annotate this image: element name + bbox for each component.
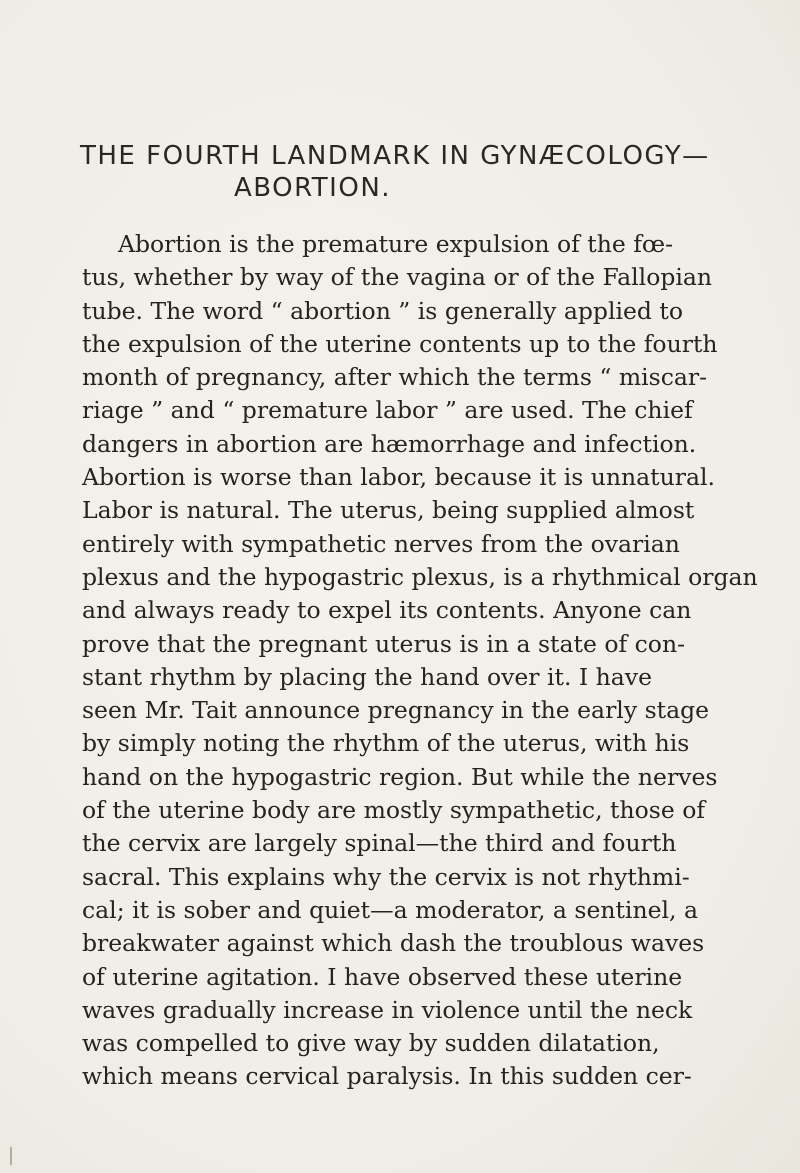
page-edge-mark (10, 1147, 12, 1165)
text-line: stant rhythm by placing the hand over it. I have (82, 662, 652, 691)
text-line: tus, whether by way of the vagina or of the Fallopian (82, 263, 713, 292)
chapter-heading (80, 140, 760, 204)
text-line: entirely with sympathetic nerves from the ovarian (82, 529, 680, 558)
heading-line-2: ABORTION. (234, 173, 392, 203)
text-line: Abortion is the premature expulsion of the fœ- (118, 230, 674, 258)
text-line: riage ” and “ premature labor ” are used. The chief (82, 396, 693, 425)
text-line: sacral. This explains why the cervix is not rhythmi- (82, 862, 690, 891)
text-line: month of pregnancy, after which the terms “ miscar- (82, 363, 708, 392)
text-line: tube. The word “ abortion ” is generally applied to (82, 296, 683, 325)
text-line: by simply noting the rhythm of the uterus, with his (82, 729, 690, 758)
text-line: cal; it is sober and quiet—a moderator, a sentinel, a (82, 895, 698, 924)
heading-line-1: THE FOURTH LANDMARK IN GYNÆCOLOGY— (80, 141, 710, 171)
text-line: of uterine agitation. I have observed these uterine (82, 962, 683, 991)
text-line: seen Mr. Tait announce pregnancy in the early stage (82, 696, 710, 725)
text-line: Labor is natural. The uterus, being supplied almost (82, 496, 695, 525)
text-line: the expulsion of the uterine contents up to the fourth (82, 329, 718, 358)
text-line: the cervix are largely spinal—the third and fourth (82, 829, 677, 858)
text-line: Abortion is worse than labor, because it is unnatural. (82, 463, 715, 492)
text-line: breakwater against which dash the troublous waves (82, 929, 705, 958)
text-line: prove that the pregnant uterus is in a state of con- (82, 629, 686, 658)
body-paragraph (82, 228, 800, 1094)
text-line: dangers in abortion are hæmorrhage and infection. (82, 429, 697, 458)
text-line: plexus and the hypogastric plexus, is a rhythmical organ (82, 562, 758, 591)
text-line: hand on the hypogastric region. But while the nerves (82, 762, 718, 791)
text-line: was compelled to give way by sudden dilatation, (82, 1029, 660, 1058)
text-line: which means cervical paralysis. In this sudden cer- (82, 1062, 692, 1091)
text-line: of the uterine body are mostly sympathetic, those of (82, 796, 706, 825)
text-line: waves gradually increase in violence until the neck (82, 995, 693, 1024)
text-line: and always ready to expel its contents. Anyone can (82, 596, 692, 625)
